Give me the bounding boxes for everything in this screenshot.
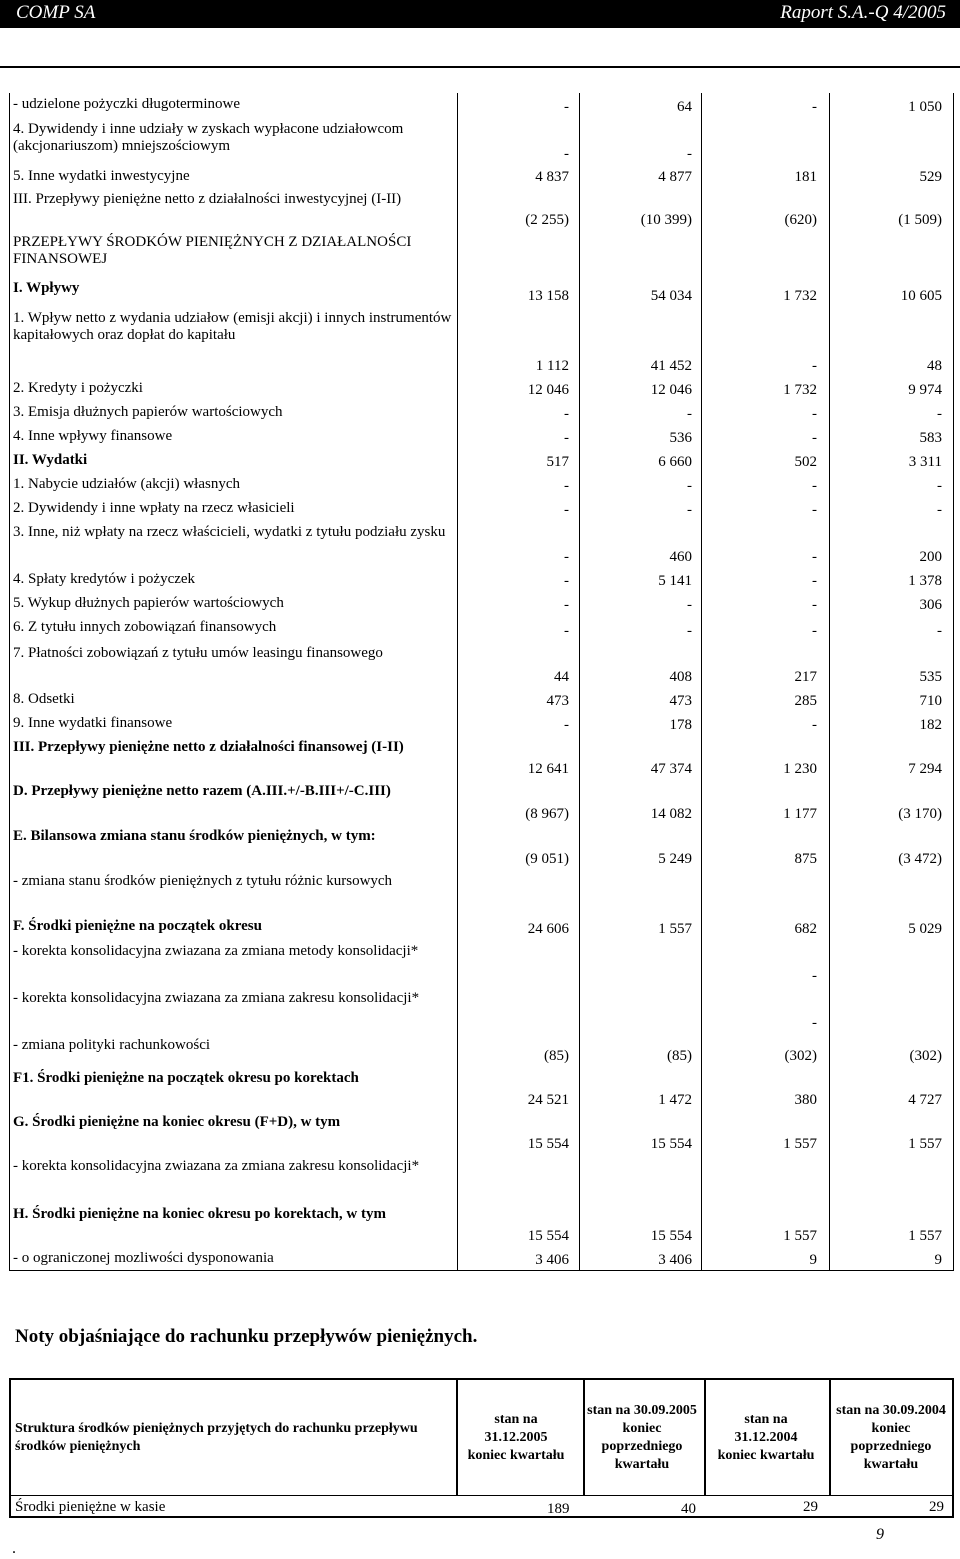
header-30-09-2005: stan na 30.09.2005 koniec poprzedniego kwartału <box>587 1402 697 1472</box>
row-value: - <box>812 502 817 518</box>
row-value: 5 141 <box>658 573 692 589</box>
row-value: 1 177 <box>783 806 817 822</box>
row-value: 460 <box>669 549 692 565</box>
row-value: 15 554 <box>650 1136 692 1152</box>
page-header <box>0 0 960 70</box>
cashflow-row <box>9 307 954 377</box>
row-label: 7. Płatności zobowiązań z tytułu umów leasingu finansowego <box>13 645 383 661</box>
row-label: 4. Inne wpływy finansowe <box>13 428 173 444</box>
row-value: 41 452 <box>650 358 692 374</box>
cashflow-row <box>9 568 954 592</box>
column-divider <box>829 1380 831 1495</box>
row-value: 9 974 <box>908 382 942 398</box>
row-label: Środki pieniężne w kasie <box>15 1499 166 1515</box>
row-value: - <box>564 430 569 446</box>
row-value: (10 399) <box>640 212 692 228</box>
row-value: 24 521 <box>527 1092 569 1108</box>
row-value: - <box>812 406 817 422</box>
row-value: 285 <box>794 693 817 709</box>
cashflow-row <box>9 1203 954 1247</box>
cashflow-row <box>9 1155 954 1203</box>
row-label: - korekta konsolidacyjna zwiazana za zmiana zakresu konsolidacji* <box>13 990 420 1006</box>
row-value: - <box>812 717 817 733</box>
row-value: 9 <box>934 1252 942 1268</box>
cashflow-row <box>9 736 954 780</box>
row-value: 583 <box>919 430 942 446</box>
cashflow-row <box>9 616 954 642</box>
row-value: 44 <box>554 669 569 685</box>
row-value: - <box>687 597 692 613</box>
cashflow-row <box>9 188 954 231</box>
cashflow-row <box>9 642 954 688</box>
row-value: (302) <box>784 1048 817 1064</box>
row-value: - <box>687 502 692 518</box>
cashflow-row <box>9 1067 954 1111</box>
row-value: 182 <box>919 717 942 733</box>
cashflow-row <box>9 497 954 521</box>
row-value: (620) <box>784 212 817 228</box>
row-value: 189 <box>547 1501 570 1517</box>
row-label: III. Przepływy pieniężne netto z działalności finansowej (I-II) <box>13 739 404 755</box>
cashflow-row <box>9 592 954 616</box>
cashflow-row <box>9 940 954 987</box>
row-value: 13 158 <box>527 288 569 304</box>
cashflow-row <box>9 93 954 118</box>
row-value: 875 <box>794 851 817 867</box>
row-label: 6. Z tytułu innych zobowiązań finansowych <box>13 619 277 635</box>
row-label: 5. Wykup dłużnych papierów wartościowych <box>13 595 284 611</box>
row-value: 9 <box>809 1252 817 1268</box>
cashflow-row <box>9 712 954 736</box>
row-value: 64 <box>677 99 692 115</box>
row-value: 29 <box>929 1499 944 1515</box>
row-value: 4 727 <box>908 1092 942 1108</box>
row-value: - <box>564 146 569 162</box>
company-name: COMP SA <box>16 2 96 23</box>
row-value: (9 051) <box>525 851 569 867</box>
row-label: H. Środki pieniężne na koniec okresu po korektach, w tym <box>13 1206 386 1222</box>
cashflow-row <box>9 165 954 188</box>
cashflow-row <box>9 473 954 497</box>
row-value: - <box>564 502 569 518</box>
row-value: - <box>564 99 569 115</box>
row-value: - <box>812 1015 817 1031</box>
row-label: 9. Inne wydatki finansowe <box>13 715 173 731</box>
cashflow-row <box>9 425 954 449</box>
row-value: 306 <box>919 597 942 613</box>
cashflow-row <box>9 377 954 401</box>
row-value: 502 <box>794 454 817 470</box>
cashflow-row <box>9 870 954 915</box>
row-value: 380 <box>794 1092 817 1108</box>
cashflow-row <box>9 231 954 277</box>
row-label: - udzielone pożyczki długoterminowe <box>13 96 241 112</box>
row-value: 15 554 <box>527 1228 569 1244</box>
row-value: - <box>812 623 817 639</box>
row-value: 517 <box>546 454 569 470</box>
row-value: - <box>812 430 817 446</box>
row-value: - <box>812 99 817 115</box>
cashflow-row <box>9 780 954 825</box>
row-value: 3 406 <box>535 1252 569 1268</box>
row-label: E. Bilansowa zmiana stanu środków pieniężnych, w tym: <box>13 828 376 844</box>
row-value: 1 472 <box>658 1092 692 1108</box>
row-label: III. Przepływy pieniężne netto z działalności inwestycyjnej (I-II) <box>13 191 402 207</box>
row-label: II. Wydatki <box>13 452 88 468</box>
row-value: 6 660 <box>658 454 692 470</box>
row-value: (3 472) <box>898 851 942 867</box>
row-value: 217 <box>794 669 817 685</box>
row-value: - <box>937 406 942 422</box>
row-label: F1. Środki pieniężne na początek okresu po korektach <box>13 1070 359 1086</box>
row-value: 54 034 <box>650 288 692 304</box>
row-value: 5 249 <box>658 851 692 867</box>
row-value: 682 <box>794 921 817 937</box>
notes-title: Noty objaśniające do rachunku przepływów pieniężnych. <box>15 1326 478 1347</box>
cash-structure-row <box>11 1497 952 1520</box>
row-value: - <box>812 597 817 613</box>
cashflow-row <box>9 449 954 473</box>
row-label: 3. Emisja dłużnych papierów wartościowych <box>13 404 283 420</box>
row-label: 4. Spłaty kredytów i pożyczek <box>13 571 196 587</box>
row-value: 1 732 <box>783 382 817 398</box>
row-value: 1 557 <box>783 1228 817 1244</box>
column-divider <box>701 93 702 1271</box>
row-value: - <box>812 549 817 565</box>
cash-structure-table <box>9 1378 954 1518</box>
row-value: 15 554 <box>527 1136 569 1152</box>
row-value: 529 <box>919 169 942 185</box>
row-value: 1 732 <box>783 288 817 304</box>
row-value: (1 509) <box>898 212 942 228</box>
column-divider <box>579 93 580 1271</box>
row-value: - <box>564 623 569 639</box>
column-divider <box>457 93 458 1271</box>
row-value: - <box>564 597 569 613</box>
row-value: 14 082 <box>650 806 692 822</box>
row-label: 1. Wpływ netto z wydania udziałow (emisji akcji) i innych instrumentów kapitałowych oraz dopłat do kapitału <box>13 310 452 343</box>
cash-structure-header-row <box>11 1380 952 1496</box>
footer-dot: . <box>12 1540 16 1557</box>
row-value: - <box>812 968 817 984</box>
row-label: 2. Dywidendy i inne wpłaty na rzecz własicieli <box>13 500 295 516</box>
row-value: - <box>937 623 942 639</box>
row-label: - zmiana polityki rachunkowości <box>13 1037 211 1053</box>
row-value: - <box>687 146 692 162</box>
row-label: 5. Inne wydatki inwestycyjne <box>13 168 190 184</box>
cashflow-table <box>9 93 954 1271</box>
row-value: - <box>812 358 817 374</box>
row-value: 24 606 <box>527 921 569 937</box>
row-label: 4. Dywidendy i inne udziały w zyskach wypłacone udziałowcom (akcjonariuszom) mniejszościowym <box>13 121 404 154</box>
row-value: 536 <box>669 430 692 446</box>
row-value: 1 378 <box>908 573 942 589</box>
row-value: 1 230 <box>783 761 817 777</box>
row-value: - <box>564 573 569 589</box>
header-31-12-2005: stan na 31.12.2005 koniec kwartału <box>467 1411 565 1463</box>
page-number: 9 <box>876 1526 884 1543</box>
header-structure: Struktura środków pieniężnych przyjętych do rachunku przepływu środków pieniężnych <box>15 1420 418 1454</box>
row-value: 473 <box>669 693 692 709</box>
header-31-12-2004: stan na 31.12.2004 koniec kwartału <box>717 1411 815 1463</box>
row-label: 2. Kredyty i pożyczki <box>13 380 143 396</box>
header-30-09-2004: stan na 30.09.2004 koniec poprzedniego kwartału <box>836 1402 946 1472</box>
row-value: 181 <box>794 169 817 185</box>
row-label: - korekta konsolidacyjna zwiazana za zmiana zakresu konsolidacji* <box>13 1158 420 1174</box>
row-value: - <box>564 549 569 565</box>
row-value: - <box>564 478 569 494</box>
row-value: 7 294 <box>908 761 942 777</box>
row-label: D. Przepływy pieniężne netto razem (A.III.+/-B.III+/-C.III) <box>13 783 391 799</box>
row-value: 473 <box>546 693 569 709</box>
cashflow-row <box>9 915 954 940</box>
row-value: 29 <box>803 1499 818 1515</box>
row-label: PRZEPŁYWY ŚRODKÓW PIENIĘŻNYCH Z DZIAŁALNOŚCI FINANSOWEJ <box>13 234 412 267</box>
row-label: 1. Nabycie udziałów (akcji) własnych <box>13 476 240 492</box>
row-value: 47 374 <box>650 761 692 777</box>
row-value: (8 967) <box>525 806 569 822</box>
cashflow-row <box>9 1111 954 1155</box>
row-value: 4 837 <box>535 169 569 185</box>
row-value: 1 557 <box>908 1228 942 1244</box>
row-value: 5 029 <box>908 921 942 937</box>
row-value: - <box>687 478 692 494</box>
row-value: 40 <box>681 1501 696 1517</box>
row-label: F. Środki pieniężne na początek okresu <box>13 918 262 934</box>
row-value: (85) <box>667 1048 692 1064</box>
row-value: - <box>564 717 569 733</box>
row-value: 12 046 <box>527 382 569 398</box>
row-value: 200 <box>919 549 942 565</box>
cashflow-row <box>9 277 954 307</box>
row-value: 12 046 <box>650 382 692 398</box>
row-value: - <box>812 573 817 589</box>
row-value: 1 557 <box>658 921 692 937</box>
row-label: - o ograniczonej mozliwości dysponowania <box>13 1250 274 1266</box>
row-label: I. Wpływy <box>13 280 80 296</box>
row-label: - zmiana stanu środków pieniężnych z tytułu różnic kursowych <box>13 873 393 889</box>
row-value: 710 <box>919 693 942 709</box>
row-label: 3. Inne, niż wpłaty na rzecz właścicieli, wydatki z tytułu podziału zysku <box>13 524 446 540</box>
header-divider <box>0 66 960 68</box>
cashflow-row <box>9 688 954 712</box>
row-value: 178 <box>669 717 692 733</box>
row-value: 1 557 <box>783 1136 817 1152</box>
row-value: (302) <box>909 1048 942 1064</box>
cashflow-row <box>9 987 954 1034</box>
report-title: Raport S.A.-Q 4/2005 <box>780 2 946 23</box>
row-value: (2 255) <box>525 212 569 228</box>
cashflow-row <box>9 118 954 165</box>
row-label: 8. Odsetki <box>13 691 75 707</box>
row-value: 3 406 <box>658 1252 692 1268</box>
row-label: G. Środki pieniężne na koniec okresu (F+D), w tym <box>13 1114 341 1130</box>
cashflow-row <box>9 401 954 425</box>
row-value: (85) <box>544 1048 569 1064</box>
row-value: 1 112 <box>535 358 569 374</box>
row-label: - korekta konsolidacyjna zwiazana za zmiana metody konsolidacji* <box>13 943 419 959</box>
row-value: - <box>937 478 942 494</box>
column-divider <box>704 1380 706 1495</box>
row-value: (3 170) <box>898 806 942 822</box>
row-value: 12 641 <box>527 761 569 777</box>
row-value: - <box>687 623 692 639</box>
row-value: 4 877 <box>658 169 692 185</box>
row-value: 408 <box>669 669 692 685</box>
row-value: 15 554 <box>650 1228 692 1244</box>
cashflow-row <box>9 1247 954 1271</box>
row-value: - <box>812 478 817 494</box>
column-divider <box>456 1380 458 1495</box>
cashflow-row <box>9 825 954 870</box>
cashflow-row <box>9 521 954 568</box>
column-divider <box>829 93 830 1271</box>
row-value: 535 <box>919 669 942 685</box>
row-value: 1 557 <box>908 1136 942 1152</box>
row-value: 48 <box>927 358 942 374</box>
row-value: - <box>937 502 942 518</box>
row-value: 10 605 <box>900 288 942 304</box>
column-divider <box>583 1380 585 1495</box>
row-value: - <box>687 406 692 422</box>
cashflow-row <box>9 1034 954 1067</box>
row-value: 3 311 <box>908 454 942 470</box>
row-value: 1 050 <box>908 99 942 115</box>
row-value: - <box>564 406 569 422</box>
